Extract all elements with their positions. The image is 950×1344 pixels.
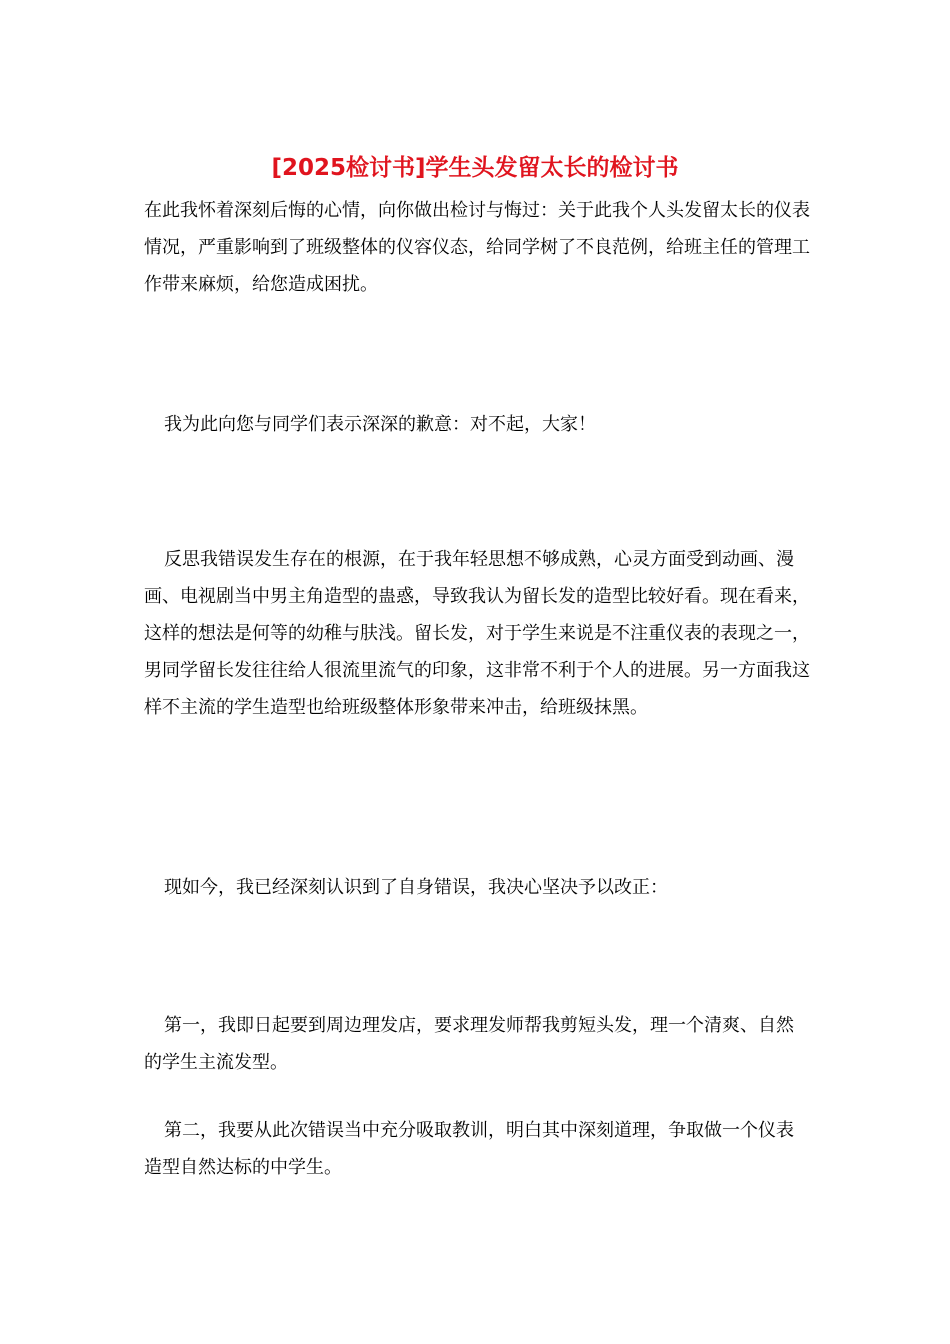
document-title: [2025检讨书]学生头发留太长的检讨书 (271, 155, 679, 181)
paragraph-1: 在此我怀着深刻后悔的心情，向你做出检讨与悔过：关于此我个人头发留太长的仪表情况，严重影响到了班级整体的仪容仪态，给同学树了不良范例，给班主任的管理工作带来麻烦，给您造成困扰。 (144, 200, 810, 295)
paragraph-4: 现如今，我已经深刻认识到了自身错误，我决心坚决予以改正： (164, 877, 668, 898)
paragraph-3: 反思我错误发生存在的根源，在于我年轻思想不够成熟，心灵方面受到动画、漫画、电视剧当中男主角造型的蛊惑，导致我认为留长发的造型比较好看。现在看来，这样的想法是何等的幼稚与肤浅。留长发，对于学生来说是不注重仪表的表现之一，男同学留长发往往给人很流里流气的印象，这非常不利于个人的进展。另一方面我这样不主流的学生造型也给班级整体形象带来冲击，给班级抹黑。 (144, 549, 810, 718)
paragraph-6: 第二，我要从此次错误当中充分吸取教训，明白其中深刻道理，争取做一个仪表造型自然达标的中学生。 (144, 1120, 794, 1178)
paragraph-2: 我为此向您与同学们表示深深的歉意：对不起，大家！ (164, 414, 596, 435)
paragraph-5: 第一，我即日起要到周边理发店，要求理发师帮我剪短头发，理一个清爽、自然的学生主流发型。 (144, 1015, 794, 1073)
